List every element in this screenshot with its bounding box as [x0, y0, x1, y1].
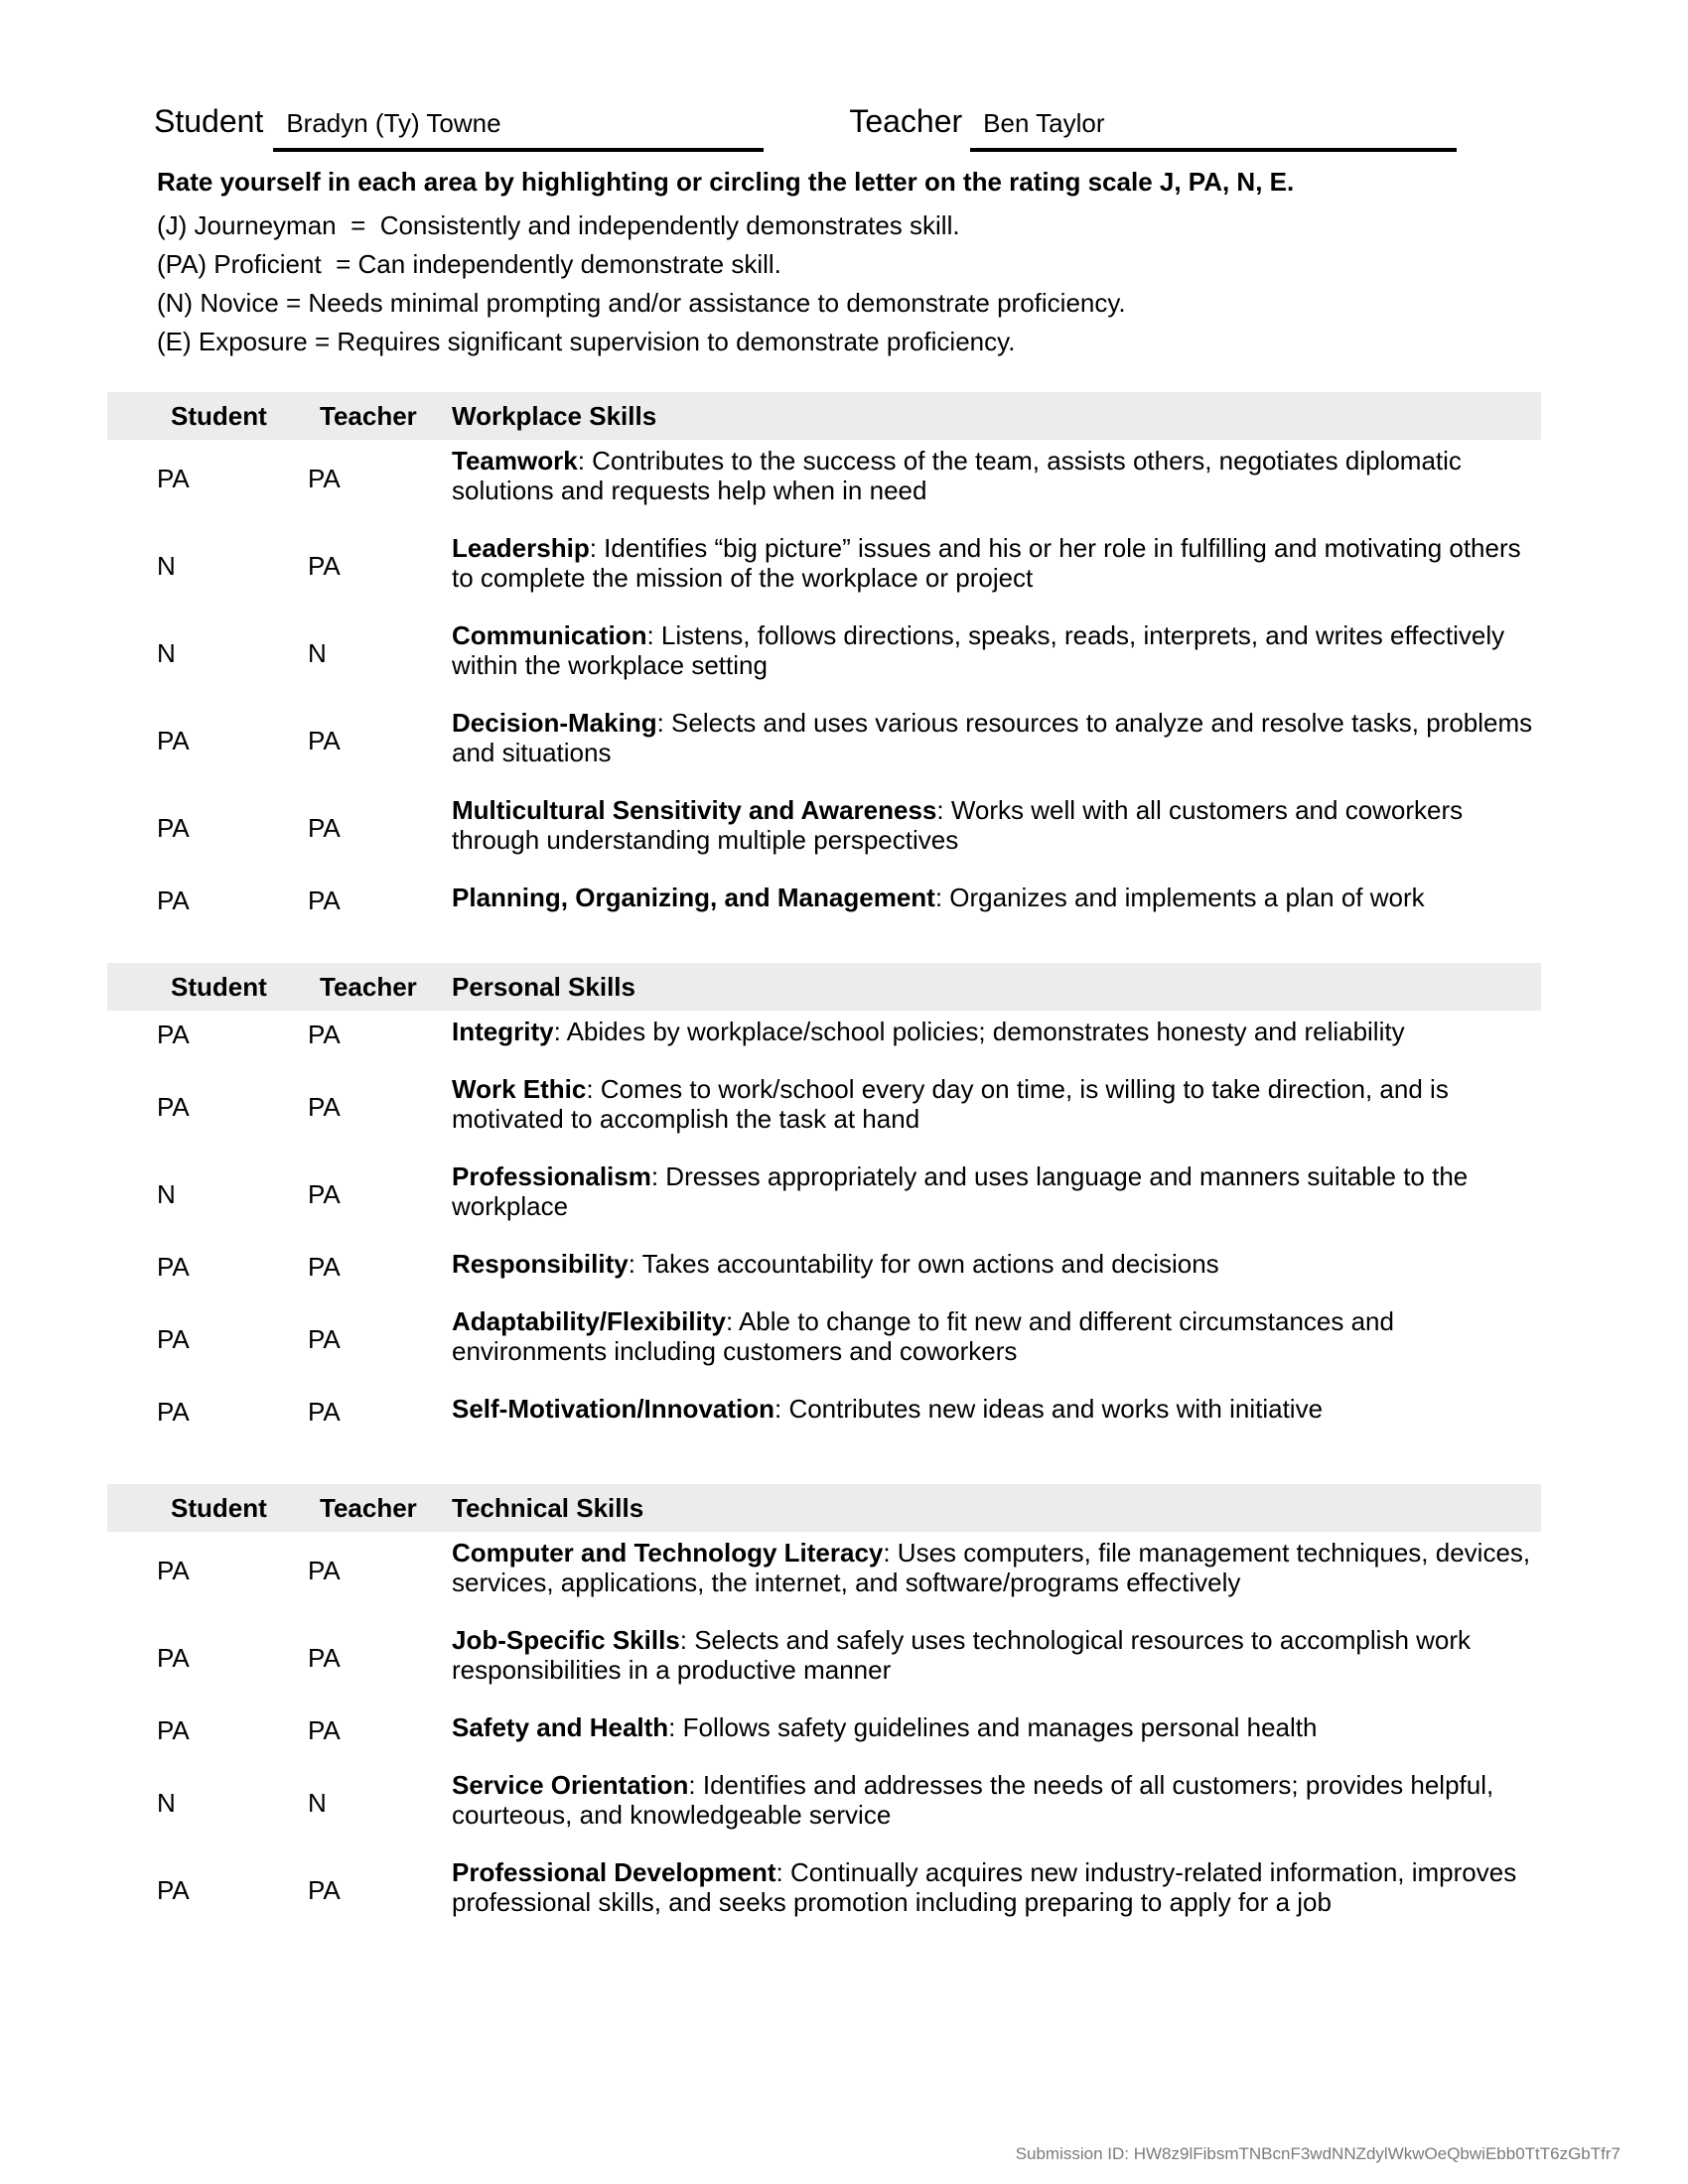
skill-row-integrity: [107, 1011, 1541, 1068]
scale-journeyman: (J) Journeyman = Consistently and independently demonstrates skill.: [157, 210, 960, 240]
skill-name: Teamwork: [452, 446, 578, 476]
student-rating: PA: [157, 1397, 190, 1427]
skill-description: [452, 1017, 1541, 1046]
skill-name: Job-Specific Skills: [452, 1625, 680, 1655]
skill-description: [452, 1770, 1541, 1830]
teacher-rating: PA: [308, 464, 341, 493]
student-column-header: Student: [171, 971, 267, 1002]
skill-name: Communication: [452, 620, 647, 650]
teacher-rating: PA: [308, 1252, 341, 1282]
submission-id: Submission ID: HW8z9lFibsmTNBcnF3wdNNZdylWkwOeQbwiEbb0TtT6zGbTfr7: [1015, 2144, 1620, 2163]
skill-description: [452, 1161, 1541, 1221]
skill-description: [452, 708, 1541, 767]
teacher-rating: PA: [308, 726, 341, 755]
skill-description: [452, 446, 1541, 505]
skill-row-professionalism: [107, 1156, 1541, 1243]
section-title: Personal Skills: [452, 971, 635, 1002]
skill-desc-text: : Selects and uses various resources to analyze and resolve tasks, problems and situations: [452, 708, 1533, 767]
student-rating: PA: [157, 464, 190, 493]
skill-name: Leadership: [452, 533, 590, 563]
teacher-rating: PA: [308, 1324, 341, 1354]
name-header: [154, 103, 1457, 152]
personal-skills-table: [107, 963, 1541, 1445]
skill-description: [452, 1857, 1541, 1917]
skill-description: [452, 620, 1541, 680]
section-title: Workplace Skills: [452, 400, 657, 431]
skill-name: Decision-Making: [452, 708, 657, 738]
skill-name: Computer and Technology Literacy: [452, 1538, 884, 1568]
student-name: Bradyn (Ty) Towne: [286, 108, 501, 138]
skill-desc-text: : Follows safety guidelines and manages personal health: [668, 1712, 1318, 1742]
student-rating: PA: [157, 1715, 190, 1745]
student-rating: PA: [157, 1252, 190, 1282]
skill-row-leadership: [107, 527, 1541, 614]
student-rating: PA: [157, 1556, 190, 1585]
teacher-column-header: Teacher: [320, 971, 417, 1002]
teacher-rating: PA: [308, 1875, 341, 1905]
skill-desc-text: : Uses computers, file management techniques, devices, services, applications, the internet, and software/programs effectively: [452, 1538, 1531, 1597]
skill-row-computer-literacy: [107, 1532, 1541, 1619]
teacher-column-header: Teacher: [320, 400, 417, 431]
student-rating: PA: [157, 726, 190, 755]
skill-name: Planning, Organizing, and Management: [452, 883, 935, 912]
teacher-rating: PA: [308, 1092, 341, 1122]
student-rating: PA: [157, 1092, 190, 1122]
skill-desc-text: : Comes to work/school every day on time, is willing to take direction, and is motivated to accomplish the task at hand: [452, 1074, 1449, 1134]
skill-description: [452, 1394, 1541, 1424]
teacher-column-header: Teacher: [320, 1492, 417, 1523]
skill-name: Multicultural Sensitivity and Awareness: [452, 795, 937, 825]
student-name-field: [273, 108, 764, 152]
skill-description: [452, 1306, 1541, 1366]
skill-desc-text: : Abides by workplace/school policies; demonstrates honesty and reliability: [553, 1017, 1405, 1046]
skill-row-planning: [107, 877, 1541, 934]
technical-skills-table: [107, 1484, 1541, 1939]
skill-name: Integrity: [452, 1017, 554, 1046]
skill-name: Professionalism: [452, 1161, 651, 1191]
skill-row-safety-health: [107, 1706, 1541, 1764]
teacher-name: Ben Taylor: [983, 108, 1105, 138]
student-rating: N: [157, 1788, 176, 1818]
teacher-rating: PA: [308, 1397, 341, 1427]
skill-desc-text: : Contributes new ideas and works with initiative: [774, 1394, 1324, 1424]
personal-skills-header: [107, 963, 1541, 1011]
skill-description: [452, 795, 1541, 855]
skill-desc-text: : Dresses appropriately and uses language and manners suitable to the workplace: [452, 1161, 1469, 1221]
teacher-rating: PA: [308, 813, 341, 843]
skill-description: [452, 1538, 1541, 1597]
student-rating: N: [157, 1179, 176, 1209]
skill-name: Professional Development: [452, 1857, 776, 1887]
teacher-rating: N: [308, 638, 327, 668]
section-title: Technical Skills: [452, 1492, 644, 1523]
student-rating: PA: [157, 1020, 190, 1049]
teacher-label: Teacher: [849, 103, 963, 139]
teacher-rating: N: [308, 1788, 327, 1818]
teacher-name-field: [970, 108, 1457, 152]
skill-desc-text: : Contributes to the success of the team, assists others, negotiates diplomatic solutions and requests help when in need: [452, 446, 1462, 505]
skill-row-service-orientation: [107, 1764, 1541, 1851]
skill-row-professional-development: [107, 1851, 1541, 1939]
student-rating: PA: [157, 886, 190, 915]
skill-row-teamwork: [107, 440, 1541, 527]
skill-desc-text: : Listens, follows directions, speaks, reads, interprets, and writes effectively within the workplace setting: [452, 620, 1505, 680]
skill-row-communication: [107, 614, 1541, 702]
student-label: Student: [154, 103, 264, 139]
technical-skills-header: [107, 1484, 1541, 1532]
skill-desc-text: : Able to change to fit new and different circumstances and environments including customers and coworkers: [452, 1306, 1394, 1366]
skill-name: Adaptability/Flexibility: [452, 1306, 726, 1336]
skill-desc-text: : Takes accountability for own actions and decisions: [628, 1249, 1219, 1279]
student-rating: N: [157, 551, 176, 581]
skill-description: [452, 883, 1541, 912]
skill-row-adaptability: [107, 1300, 1541, 1388]
skill-desc-text: : Identifies “big picture” issues and his or her role in fulfilling and motivating others to complete the mission of the workplace or project: [452, 533, 1521, 593]
skill-desc-text: : Identifies and addresses the needs of all customers; provides helpful, courteous, and knowledgeable service: [452, 1770, 1494, 1830]
workplace-skills-header: [107, 392, 1541, 440]
teacher-rating: PA: [308, 551, 341, 581]
scale-exposure: (E) Exposure = Requires significant supervision to demonstrate proficiency.: [157, 327, 1016, 356]
skill-name: Service Orientation: [452, 1770, 689, 1800]
skill-description: [452, 1625, 1541, 1685]
rating-instructions: [157, 167, 1547, 365]
student-rating: PA: [157, 813, 190, 843]
student-column-header: Student: [171, 400, 267, 431]
skill-description: [452, 533, 1541, 593]
skill-row-responsibility: [107, 1243, 1541, 1300]
skill-name: Self-Motivation/Innovation: [452, 1394, 774, 1424]
teacher-rating: PA: [308, 1556, 341, 1585]
skill-desc-text: : Organizes and implements a plan of work: [934, 883, 1425, 912]
teacher-rating: PA: [308, 1715, 341, 1745]
teacher-rating: PA: [308, 1020, 341, 1049]
instructions-title: Rate yourself in each area by highlighting or circling the letter on the rating scale J, PA, N, E.: [157, 167, 1295, 197]
skill-row-multicultural: [107, 789, 1541, 877]
workplace-skills-table: [107, 392, 1541, 934]
skill-description: [452, 1249, 1541, 1279]
student-rating: N: [157, 638, 176, 668]
skill-row-job-specific: [107, 1619, 1541, 1706]
teacher-rating: PA: [308, 1179, 341, 1209]
scale-novice: (N) Novice = Needs minimal prompting and/or assistance to demonstrate proficiency.: [157, 288, 1126, 318]
scale-proficient: (PA) Proficient = Can independently demonstrate skill.: [157, 249, 781, 279]
teacher-rating: PA: [308, 1643, 341, 1673]
skill-name: Work Ethic: [452, 1074, 587, 1104]
skill-desc-text: : Selects and safely uses technological resources to accomplish work responsibilities in a productive manner: [452, 1625, 1472, 1685]
skill-row-work-ethic: [107, 1068, 1541, 1156]
skill-desc-text: : Continually acquires new industry-related information, improves professional skills, and seeks promotion including preparing to apply for a job: [452, 1857, 1517, 1917]
skill-row-decision-making: [107, 702, 1541, 789]
student-rating: PA: [157, 1875, 190, 1905]
skill-name: Responsibility: [452, 1249, 629, 1279]
teacher-rating: PA: [308, 886, 341, 915]
skill-desc-text: : Works well with all customers and coworkers through understanding multiple perspectives: [452, 795, 1464, 855]
skill-description: [452, 1712, 1541, 1742]
skill-name: Safety and Health: [452, 1712, 669, 1742]
student-rating: PA: [157, 1324, 190, 1354]
skill-description: [452, 1074, 1541, 1134]
student-rating: PA: [157, 1643, 190, 1673]
student-column-header: Student: [171, 1492, 267, 1523]
skill-row-self-motivation: [107, 1388, 1541, 1445]
